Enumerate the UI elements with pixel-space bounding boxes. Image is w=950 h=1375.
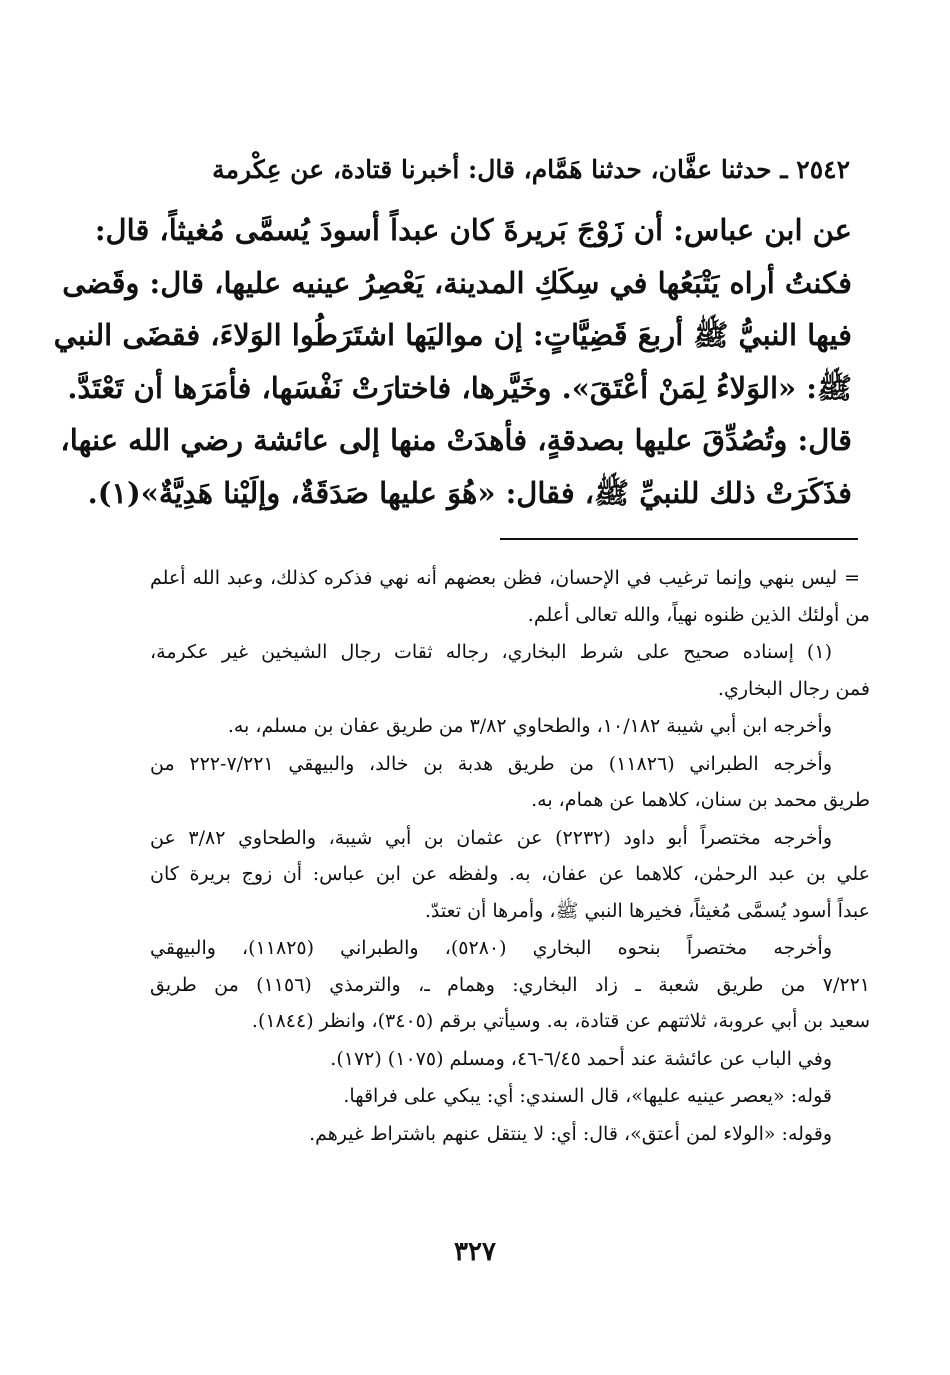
hadith-line: فيها النبيُّ ﷺ أربعَ قَضِيَّاتٍ: إن مواليَها اشتَرَطُوا الوَلاءَ، فقضَى النبي — [53, 318, 852, 352]
footnote-line: وفي الباب عن عائشة عند أحمد ٦/٤٥-٤٦، ومسلم (١٠٧٥) (١٧٢). — [330, 1047, 832, 1070]
footnote-line: سعيد بن أبي عروبة، ثلاثتهم عن قتادة، به. وسيأتي برقم (٣٤٠٥)، وانظر (١٨٤٤). — [251, 1010, 870, 1032]
footnote-continuation — [150, 560, 870, 633]
footnote-paragraph — [150, 1041, 870, 1078]
footnote-line: وأخرجه ابن أبي شيبة ١٠/١٨٢، والطحاوي ٣/٨٢ من طريق عفان بن مسلم، به. — [227, 715, 832, 737]
footnote-line: وقوله: «الولاء لمن أعتق»، قال: أي: لا ينتقل عنهم باشتراط غيرهم. — [309, 1122, 832, 1145]
hadith-line: قال: وتُصُدِّقَ عليها بصدقةٍ، فأهدَتْ منها إلى عائشة رضي الله عنها، — [60, 423, 852, 457]
hadith-line: فكنتُ أراه يَتْبَعُها في سِكَكِ المدينة، يَعْصِرُ عينيه عليها، قال: وقَضى — [62, 265, 852, 300]
hadith-line: ﷺ: «الوَلاءُ لِمَنْ أعْتَقَ». وخَيَّرها، فاختارَتْ نَفْسَها، فأمَرَها أن تَعْتَدَّ. — [67, 370, 852, 405]
footnote-line: عبداً أسود يُسمَّى مُغيثاً، فخيرها النبي ﷺ، وأمرها أن تعتدّ. — [424, 899, 870, 922]
footnotes — [150, 560, 870, 1153]
footnote-line: علي بن عبد الرحمٰن، كلاهما عن عفان، به. ولفظه عن ابن عباس: أن زوج بريرة كان — [150, 863, 870, 885]
footnote-paragraph — [150, 820, 870, 930]
footnote-line: ٧/٢٢١ من طريق شعبة ـ زاد البخاري: وهمام ـ، والترمذي (١١٥٦) من طريق — [150, 973, 870, 996]
footnote-paragraph — [150, 746, 870, 819]
footnote-line: (١) إسناده صحيح على شرط البخاري، رجاله ثقات رجال الشيخين غير عكرمة، — [150, 641, 832, 663]
footnote-1 — [150, 634, 870, 707]
footnote-line: وأخرجه مختصراً بنحوه البخاري (٥٢٨٠)، والطبراني (١١٨٢٥)، والبيهقي — [150, 937, 832, 959]
footnote-separator — [500, 538, 858, 540]
footnote-line: من أولئك الذين ظنوه نهياً، والله تعالى أعلم. — [527, 603, 870, 626]
footnote-line: = ليس بنهي وإنما ترغيب في الإحسان، فظن بعضهم أنه نهي فذكره كذلك، وعبد الله أعلم — [150, 567, 860, 589]
footnote-paragraph — [150, 1078, 870, 1115]
hadith-line: فذَكَرَتْ ذلك للنبيِّ ﷺ، فقال: «هُوَ عليها صَدَقَةٌ، وإلَيْنا هَدِيَّةٌ»(١). — [87, 475, 852, 510]
footnote-line: وأخرجه الطبراني (١١٨٢٦) من طريق هدبة بن خالد، والبيهقي ٧/٢٢١-٢٢٢ من — [150, 752, 832, 775]
hadith-body — [53, 204, 852, 519]
hadith-line: عن ابن عباس: أن زَوْجَ بَريرةَ كان عبداً أسودَ يُسمَّى مُغيثاً، قال: — [94, 213, 852, 247]
footnote-paragraph — [150, 1116, 870, 1153]
footnote-paragraph — [150, 930, 870, 1040]
footnote-line: قوله: «يعصر عينيه عليها»، قال السندي: أي: يبكي على فراقها. — [343, 1085, 832, 1107]
footnote-line: فمن رجال البخاري. — [717, 677, 870, 700]
footnote-paragraph — [150, 708, 870, 745]
page-number: ٣٢٧ — [454, 1237, 496, 1267]
footnote-line: طريق محمد بن سنان، كلاهما عن همام، به. — [531, 789, 870, 811]
footnote-line: وأخرجه مختصراً أبو داود (٢٢٣٢) عن عثمان بن أبي شيبة، والطحاوي ٣/٨٢ عن — [150, 826, 833, 849]
hadith-header: ٢٥٤٢ ـ حدثنا عفَّان، حدثنا هَمَّام، قال: أخبرنا قتادة، عن عِكْرمة — [212, 155, 850, 184]
